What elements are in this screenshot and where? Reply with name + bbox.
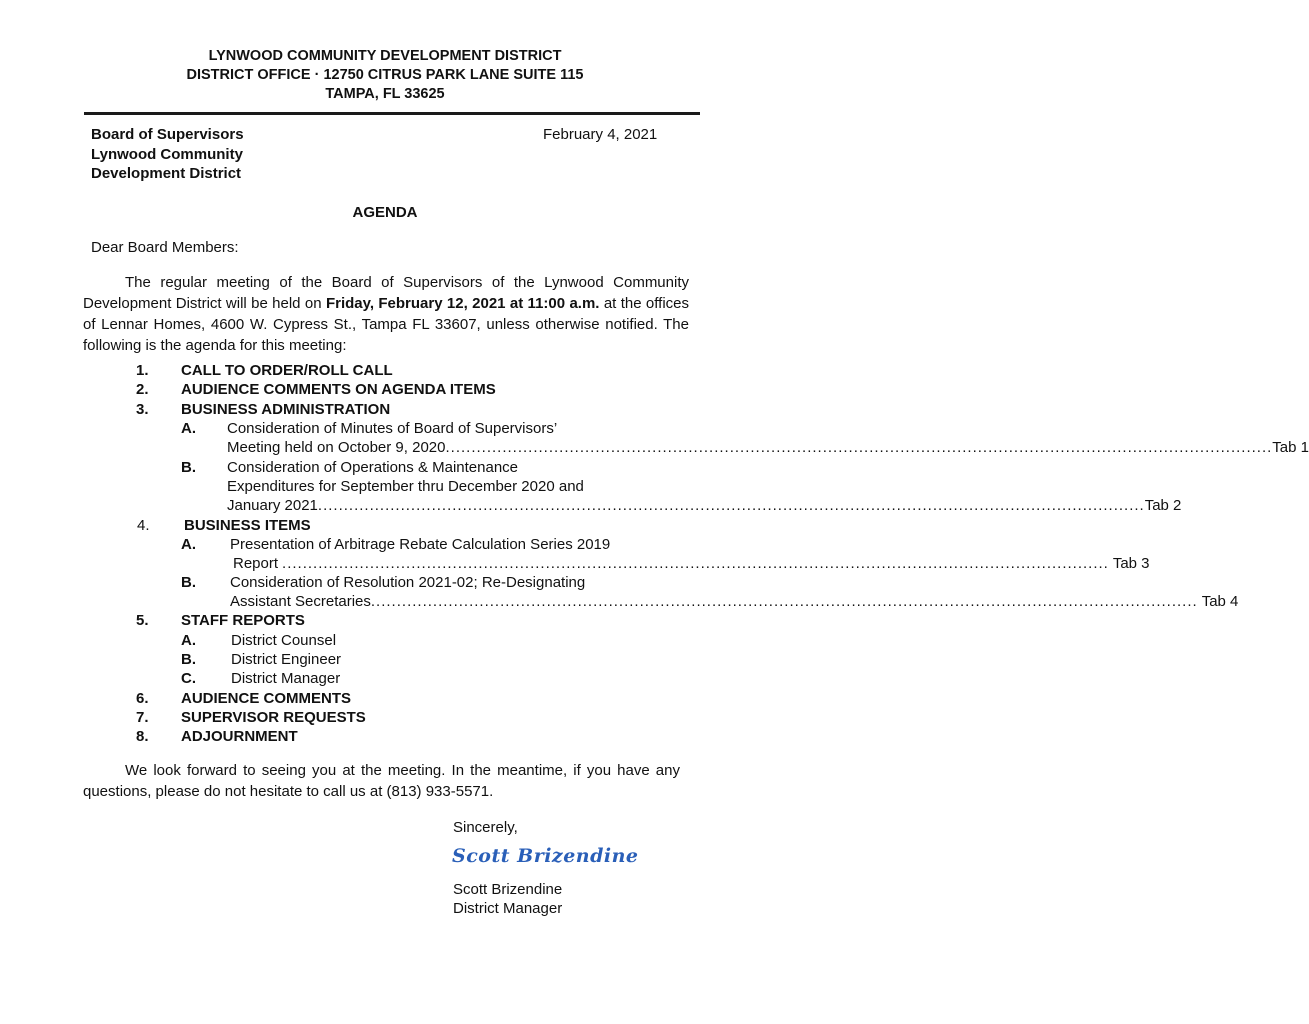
item-3b-line-3: [227, 497, 1182, 514]
item-4a-line-1: Presentation of Arbitrage Rebate Calculation Series 2019: [230, 536, 611, 553]
item-4b-line-2: [230, 593, 1239, 610]
item-2-number: 2.: [136, 381, 149, 398]
dot-leader: ................................................................................................................................................................: [445, 439, 1273, 456]
item-4-number: 4.: [137, 517, 150, 534]
item-3a-line-2: [227, 439, 1309, 456]
addressee-line-3: Development District: [91, 165, 242, 182]
agenda-list: [0, 362, 1309, 745]
item-3b-line-2: Expenditures for September thru December 2020 and: [227, 478, 584, 495]
item-5a-letter: A.: [181, 632, 196, 649]
item-4-label: BUSINESS ITEMS: [184, 517, 311, 534]
item-2-label: AUDIENCE COMMENTS ON AGENDA ITEMS: [181, 381, 496, 398]
item-8-label: ADJOURNMENT: [181, 728, 298, 745]
district-office-address: DISTRICT OFFICE · 12750 CITRUS PARK LANE SUITE 115: [186, 67, 584, 83]
dot-leader: ................................................................................................................................................................: [282, 555, 1109, 572]
item-5b-letter: B.: [181, 651, 196, 668]
item-5-label: STAFF REPORTS: [181, 612, 305, 629]
handwritten-signature: Scott Brizendine: [452, 845, 639, 867]
item-5c-letter: C.: [181, 670, 196, 687]
item-3b-tab: Tab 2: [1144, 497, 1182, 514]
district-city-line: TAMPA, FL 33625: [325, 86, 445, 102]
item-4a-letter: A.: [181, 536, 196, 553]
closing-paragraph: [83, 760, 680, 802]
letter-date: February 4, 2021: [543, 126, 658, 143]
item-1-number: 1.: [136, 362, 149, 379]
intro-paragraph: [83, 272, 689, 356]
item-1-label: CALL TO ORDER/ROLL CALL: [181, 362, 393, 379]
closing-text: We look forward to seeing you at the meeting. In the meantime, if you have any questions, please do not hesitate to call us at (813) 933-5571.: [83, 762, 680, 800]
signer-name: Scott Brizendine: [453, 881, 563, 898]
item-3a-text: Meeting held on October 9, 2020: [227, 439, 446, 456]
item-3a-letter: A.: [181, 420, 196, 437]
item-3a-tab: Tab 1: [1272, 439, 1309, 456]
header-divider: [84, 112, 700, 115]
item-5a-text: District Counsel: [231, 632, 337, 649]
item-3-label: BUSINESS ADMINISTRATION: [181, 401, 391, 418]
item-4b-line-1: Consideration of Resolution 2021-02; Re-Designating: [230, 574, 586, 591]
item-4b-tab: Tab 4: [1201, 593, 1239, 610]
item-7-label: SUPERVISOR REQUESTS: [181, 709, 366, 726]
item-5-number: 5.: [136, 612, 149, 629]
item-3b-letter: B.: [181, 459, 196, 476]
item-7-number: 7.: [136, 709, 149, 726]
signer-title: District Manager: [453, 900, 563, 917]
agenda-title: AGENDA: [352, 204, 418, 221]
item-3b-text: January 2021: [227, 497, 318, 514]
item-8-number: 8.: [136, 728, 149, 745]
item-6-label: AUDIENCE COMMENTS: [181, 690, 352, 707]
item-3-number: 3.: [136, 401, 149, 418]
addressee-line-2: Lynwood Community: [91, 146, 243, 163]
item-3a-line-1: Consideration of Minutes of Board of Supervisors’: [227, 420, 558, 437]
item-5c-text: District Manager: [231, 670, 341, 687]
intro-text-1: The regular meeting of the Board of Supervisors of the Lynwood Community Development District will be held on: [83, 274, 689, 312]
item-4b-text: Assistant Secretaries: [230, 593, 371, 610]
addressee-line-1: Board of Supervisors: [91, 126, 244, 143]
item-6-number: 6.: [136, 690, 149, 707]
dot-leader: ................................................................................................................................................................: [317, 497, 1145, 514]
salutation: Dear Board Members:: [91, 239, 239, 256]
item-3b-line-1: Consideration of Operations & Maintenance: [227, 459, 519, 476]
district-name-heading: LYNWOOD COMMUNITY DEVELOPMENT DISTRICT: [208, 48, 562, 64]
dot-leader: ................................................................................................................................................................: [370, 593, 1198, 610]
sign-off: Sincerely,: [453, 819, 518, 836]
item-4a-text: Report: [233, 555, 279, 572]
intro-text-2: at the offices of Lennar Homes, 4600 W. Cypress St., Tampa FL 33607, unless otherwise notified. The following is the agenda for this meeting:: [83, 295, 689, 354]
item-4a-line-2: [233, 555, 1150, 572]
item-4a-tab: Tab 3: [1112, 555, 1150, 572]
item-4b-letter: B.: [181, 574, 196, 591]
meeting-date-time: Friday, February 12, 2021 at 11:00 a.m.: [325, 295, 600, 312]
item-5b-text: District Engineer: [231, 651, 342, 668]
